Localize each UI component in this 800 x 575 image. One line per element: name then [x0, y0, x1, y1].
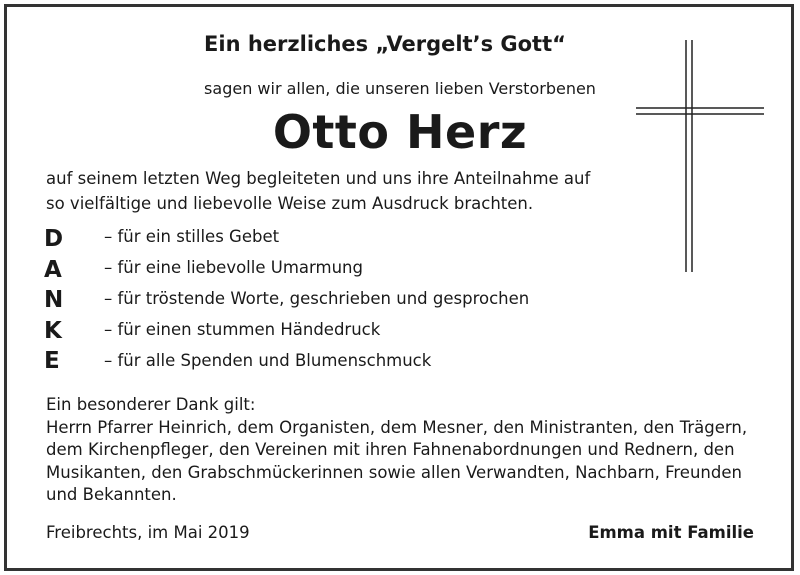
- danke-reason: – für tröstende Worte, geschrieben und gesprochen: [104, 289, 530, 308]
- danke-reason: – für alle Spenden und Blumenschmuck: [104, 351, 432, 370]
- danke-letter: A: [44, 257, 62, 283]
- danke-reason: – für ein stilles Gebet: [104, 227, 280, 246]
- danke-letter: K: [44, 318, 62, 344]
- danke-letter: D: [44, 226, 64, 252]
- intro-text: sagen wir allen, die unseren lieben Verstorbenen: [204, 79, 596, 98]
- danke-letter: E: [44, 348, 60, 374]
- danke-reason: – für eine liebevolle Umarmung: [104, 258, 363, 277]
- special-thanks-list: Herrn Pfarrer Heinrich, dem Organisten, dem Mesner, den Ministranten, den Trägern, dem Kirchenpfleger, den Vereinen mit ihren Fahnenabordnungen und Rednern, den Musikanten, den Grabschmückerinnen sowie allen Verwandten, Nachbarn, Freunden und Bekannten.: [46, 417, 748, 504]
- body-text: auf seinem letzten Weg begleiteten und uns ihre Anteilnahme auf so vielfältige und liebevolle Weise zum Ausdruck brachten.: [46, 169, 591, 213]
- place-date: Freibrechts, im Mai 2019: [46, 523, 250, 542]
- headline: Ein herzliches „Vergelt’s Gott“: [204, 32, 566, 56]
- special-thanks: [46, 394, 766, 507]
- cross-icon: [636, 40, 764, 272]
- signature: Emma mit Familie: [588, 523, 754, 542]
- danke-reason: – für einen stummen Händedruck: [104, 320, 381, 339]
- deceased-name: Otto Herz: [272, 105, 528, 159]
- special-thanks-intro: Ein besonderer Dank gilt:: [46, 395, 256, 414]
- danke-letter: N: [44, 287, 64, 313]
